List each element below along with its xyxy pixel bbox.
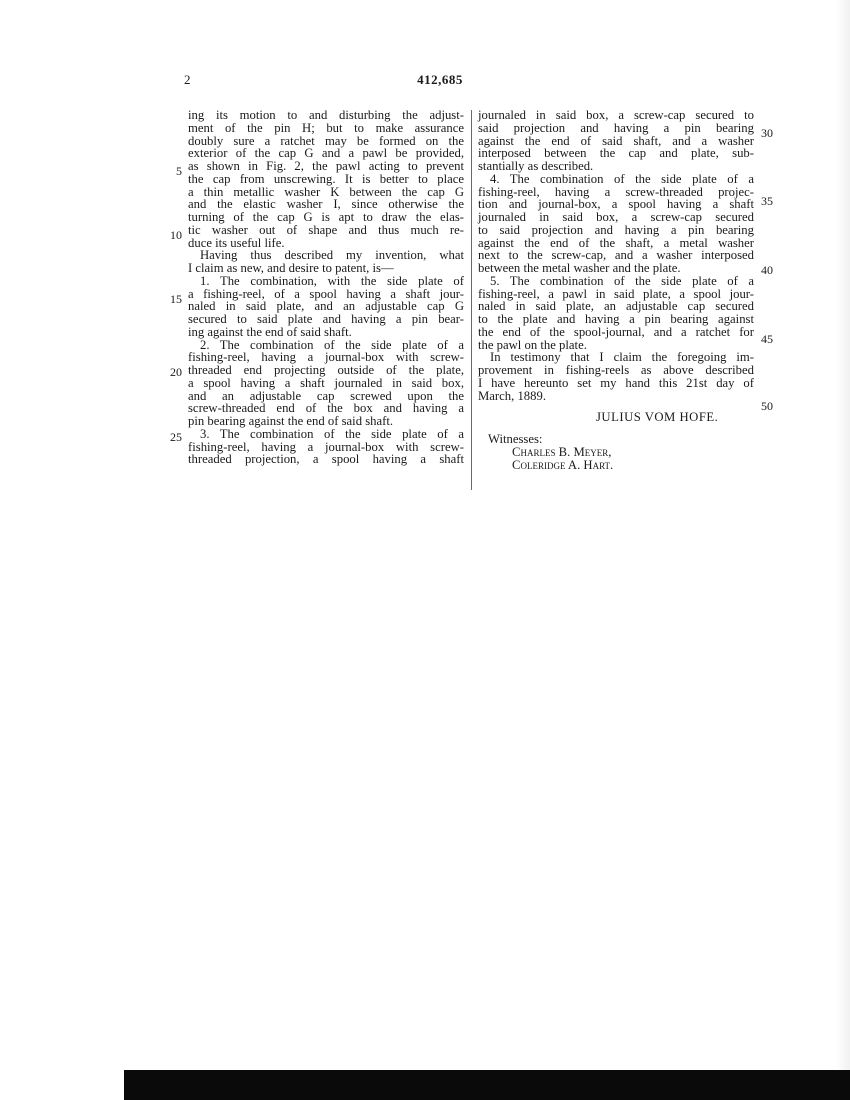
claim-line: a fishing-reel, of a spool having a shaft jour- (188, 286, 464, 301)
claim-line: 3. The combination of the side plate of a (200, 426, 464, 441)
claim-line: next to the screw-cap, and a washer interposed (478, 248, 754, 263)
text-line: the cap from unscrewing. It is better to place (188, 171, 464, 186)
claim-line: the end of the spool-journal, and a ratchet for (478, 324, 754, 339)
claim-line: tion and journal-box, a spool having a shaft (478, 197, 754, 212)
claim-line: to the plate and having a pin bearing against (478, 312, 754, 326)
line-number: 5 (176, 164, 182, 178)
claim-line: journaled in said box, a screw-cap secured (478, 210, 754, 224)
line-number: 50 (761, 399, 773, 413)
patent-number: 412,685 (417, 72, 463, 87)
claim-line: secured to said plate and having a pin bear- (188, 312, 464, 326)
claim-line: 5. The combination of the side plate of a (490, 273, 754, 288)
claim-line: interposed between the cap and plate, sub- (478, 146, 754, 161)
line-number: 20 (170, 365, 182, 379)
claim-line: 4. The combination of the side plate of a (490, 171, 754, 186)
line-number: 35 (761, 194, 773, 208)
text-line: tic washer out of shape and thus much re- (188, 222, 464, 237)
claim-line: fishing-reel, a pawl in said plate, a spool jour- (478, 286, 754, 301)
witness-name: Charles B. Meyer, (512, 444, 612, 459)
line-number: 45 (761, 332, 773, 346)
claim-line: to said projection and having a pin bearing (478, 222, 754, 237)
text-line: ing its motion to and disturbing the adjust- (188, 108, 464, 122)
claim-line: and an adjustable cap screwed upon the (188, 388, 464, 403)
witness-name: Coleridge A. Hart. (512, 457, 614, 472)
text-line: duce its useful life. (188, 235, 285, 250)
claim-line: pin bearing against the end of said shaft. (188, 414, 394, 428)
claim-line: against the end of the shaft, a metal washer (478, 235, 754, 250)
claim-line: threaded end projecting outside of the plate, (188, 363, 464, 377)
inventor-signature: JULIUS VOM HOFE. (596, 410, 719, 425)
text-line: March, 1889. (478, 388, 547, 403)
claim-line: fishing-reel, having a journal-box with screw- (188, 439, 464, 454)
claim-line: 2. The combination of the side plate of a (200, 337, 464, 352)
text-line: In testimony that I claim the foregoing im- (490, 350, 754, 365)
line-number: 10 (170, 228, 182, 242)
text-line: I claim as new, and desire to patent, is— (188, 261, 394, 275)
text-line: I have hereunto set my hand this 21st day of (478, 375, 754, 390)
right-column (478, 109, 754, 471)
claim-line: against the end of said shaft, and a washer (478, 133, 754, 148)
claim-line: the pawl on the plate. (478, 337, 587, 352)
witnesses-label: Witnesses: (488, 432, 543, 446)
claim-line: stantially as described. (478, 159, 594, 173)
text-line: turning of the cap G is apt to draw the elas- (188, 210, 464, 224)
page-number: 2 (184, 72, 191, 87)
claim-line: ing against the end of said shaft. (188, 324, 352, 339)
text-line: ment of the pin H; but to make assurance (188, 120, 464, 135)
line-number: 30 (761, 126, 773, 140)
claim-line: fishing-reel, having a screw-threaded projec- (478, 184, 754, 199)
claim-line: a spool having a shaft journaled in said box, (188, 375, 464, 390)
line-number: 25 (170, 430, 182, 444)
claim-line: journaled in said box, a screw-cap secured to (478, 108, 754, 122)
text-line: doubly sure a ratchet may be formed on the (188, 133, 464, 148)
claim-line: naled in said plate, and an adjustable cap G (188, 299, 464, 314)
claim-line: screw-threaded end of the box and having a (188, 401, 464, 416)
claim-line: threaded projection, a spool having a shaft (188, 452, 464, 467)
text-line: and the elastic washer I, since otherwise the (188, 197, 464, 212)
line-number: 15 (170, 292, 182, 306)
claim-line: between the metal washer and the plate. (478, 261, 681, 275)
text-line: Having thus described my invention, what (200, 248, 464, 263)
text-line: a thin metallic washer K between the cap G (188, 184, 464, 199)
claim-line: naled in said plate, an adjustable cap secured (478, 299, 754, 314)
column-divider (471, 110, 472, 490)
text-line: exterior of the cap G and a pawl be provided, (188, 146, 464, 161)
claim-line: said projection and having a pin bearing (478, 120, 754, 135)
scan-edge-shading (836, 0, 850, 1100)
text-line: provement in fishing-reels as above described (478, 363, 754, 377)
left-column (188, 109, 464, 466)
claim-line: fishing-reel, having a journal-box with screw- (188, 350, 464, 365)
line-number: 40 (761, 263, 773, 277)
scan-border (124, 1070, 850, 1100)
text-line: as shown in Fig. 2, the pawl acting to prevent (188, 159, 464, 173)
claim-line: 1. The combination, with the side plate of (200, 273, 464, 288)
